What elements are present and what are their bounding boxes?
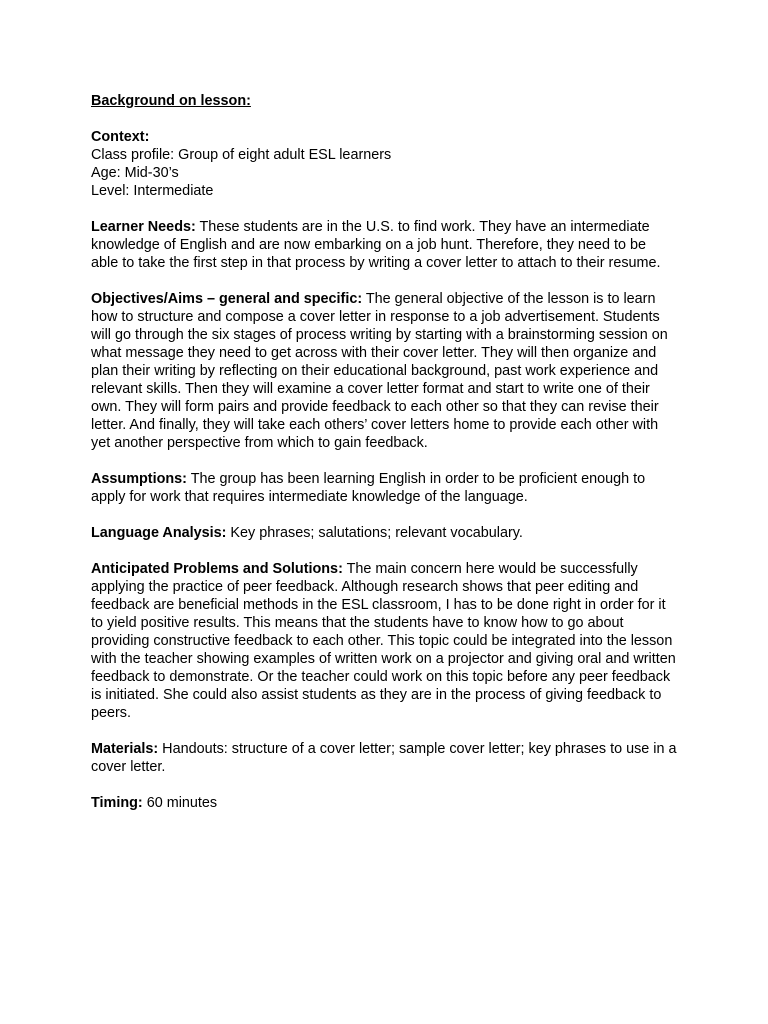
language-analysis-text: Key phrases; salutations; relevant vocabulary. <box>226 525 523 541</box>
learner-needs-text: These students are in the U.S. to find work. They have an intermediate knowledge of English and are now embarking on a job hunt. Therefore, they need to be able to take the first step in that process by writing a cover letter to attach to their resume. <box>91 219 661 271</box>
age: Age: Mid-30’s <box>91 165 179 181</box>
anticipated-problems-section <box>91 560 677 722</box>
context-heading: Context: <box>91 129 150 145</box>
materials-section <box>91 740 677 776</box>
class-profile: Class profile: Group of eight adult ESL learners <box>91 147 392 163</box>
learner-needs-section <box>91 218 677 272</box>
document-title: Background on lesson: <box>91 93 251 109</box>
timing-label: Timing: <box>91 795 143 811</box>
anticipated-problems-text: The main concern here would be successfully applying the practice of peer feedback. Although research shows that peer editing and feedback are beneficial methods in the ESL classroom, I has to be done right in order for it to yield positive results. This means that the students have to know how to go about providing constructive feedback to each other. This topic could be integrated into the lesson with the teacher showing examples of written work on a projector and giving oral and written feedback to demonstrate. Or the teacher could work on this topic before any peer feedback is initiated. She could also assist students as they are in the process of giving feedback to peers. <box>91 561 676 721</box>
timing-section <box>91 794 677 812</box>
materials-label: Materials: <box>91 741 159 757</box>
timing-text: 60 minutes <box>142 795 218 811</box>
assumptions-text: The group has been learning English in order to be proficient enough to apply for work that requires intermediate knowledge of the language. <box>91 471 646 505</box>
objectives-text: The general objective of the lesson is to learn how to structure and compose a cover letter in response to a job advertisement. Students will go through the six stages of process writing by starting with a brainstorming session on what message they need to get across with their cover letter. They will then organize and plan their writing by reflecting on their educational background, past work experience and relevant skills. Then they will examine a cover letter format and start to write one of their own. They will form pairs and provide feedback to each other so that they can revise their letter. And finally, they will take each others’ cover letters home to provide each other with yet another perspective from which to gain feedback. <box>91 291 668 451</box>
language-analysis-section <box>91 524 677 542</box>
objectives-label: Objectives/Aims – general and specific: <box>91 291 363 307</box>
objectives-section <box>91 290 677 452</box>
materials-text: Handouts: structure of a cover letter; sample cover letter; key phrases to use in a cover letter. <box>91 741 677 775</box>
assumptions-section <box>91 470 677 506</box>
level: Level: Intermediate <box>91 183 214 199</box>
language-analysis-label: Language Analysis: <box>91 525 227 541</box>
assumptions-label: Assumptions: <box>91 471 187 487</box>
document-page <box>91 92 677 812</box>
anticipated-problems-label: Anticipated Problems and Solutions: <box>91 561 343 577</box>
learner-needs-label: Learner Needs: <box>91 219 196 235</box>
